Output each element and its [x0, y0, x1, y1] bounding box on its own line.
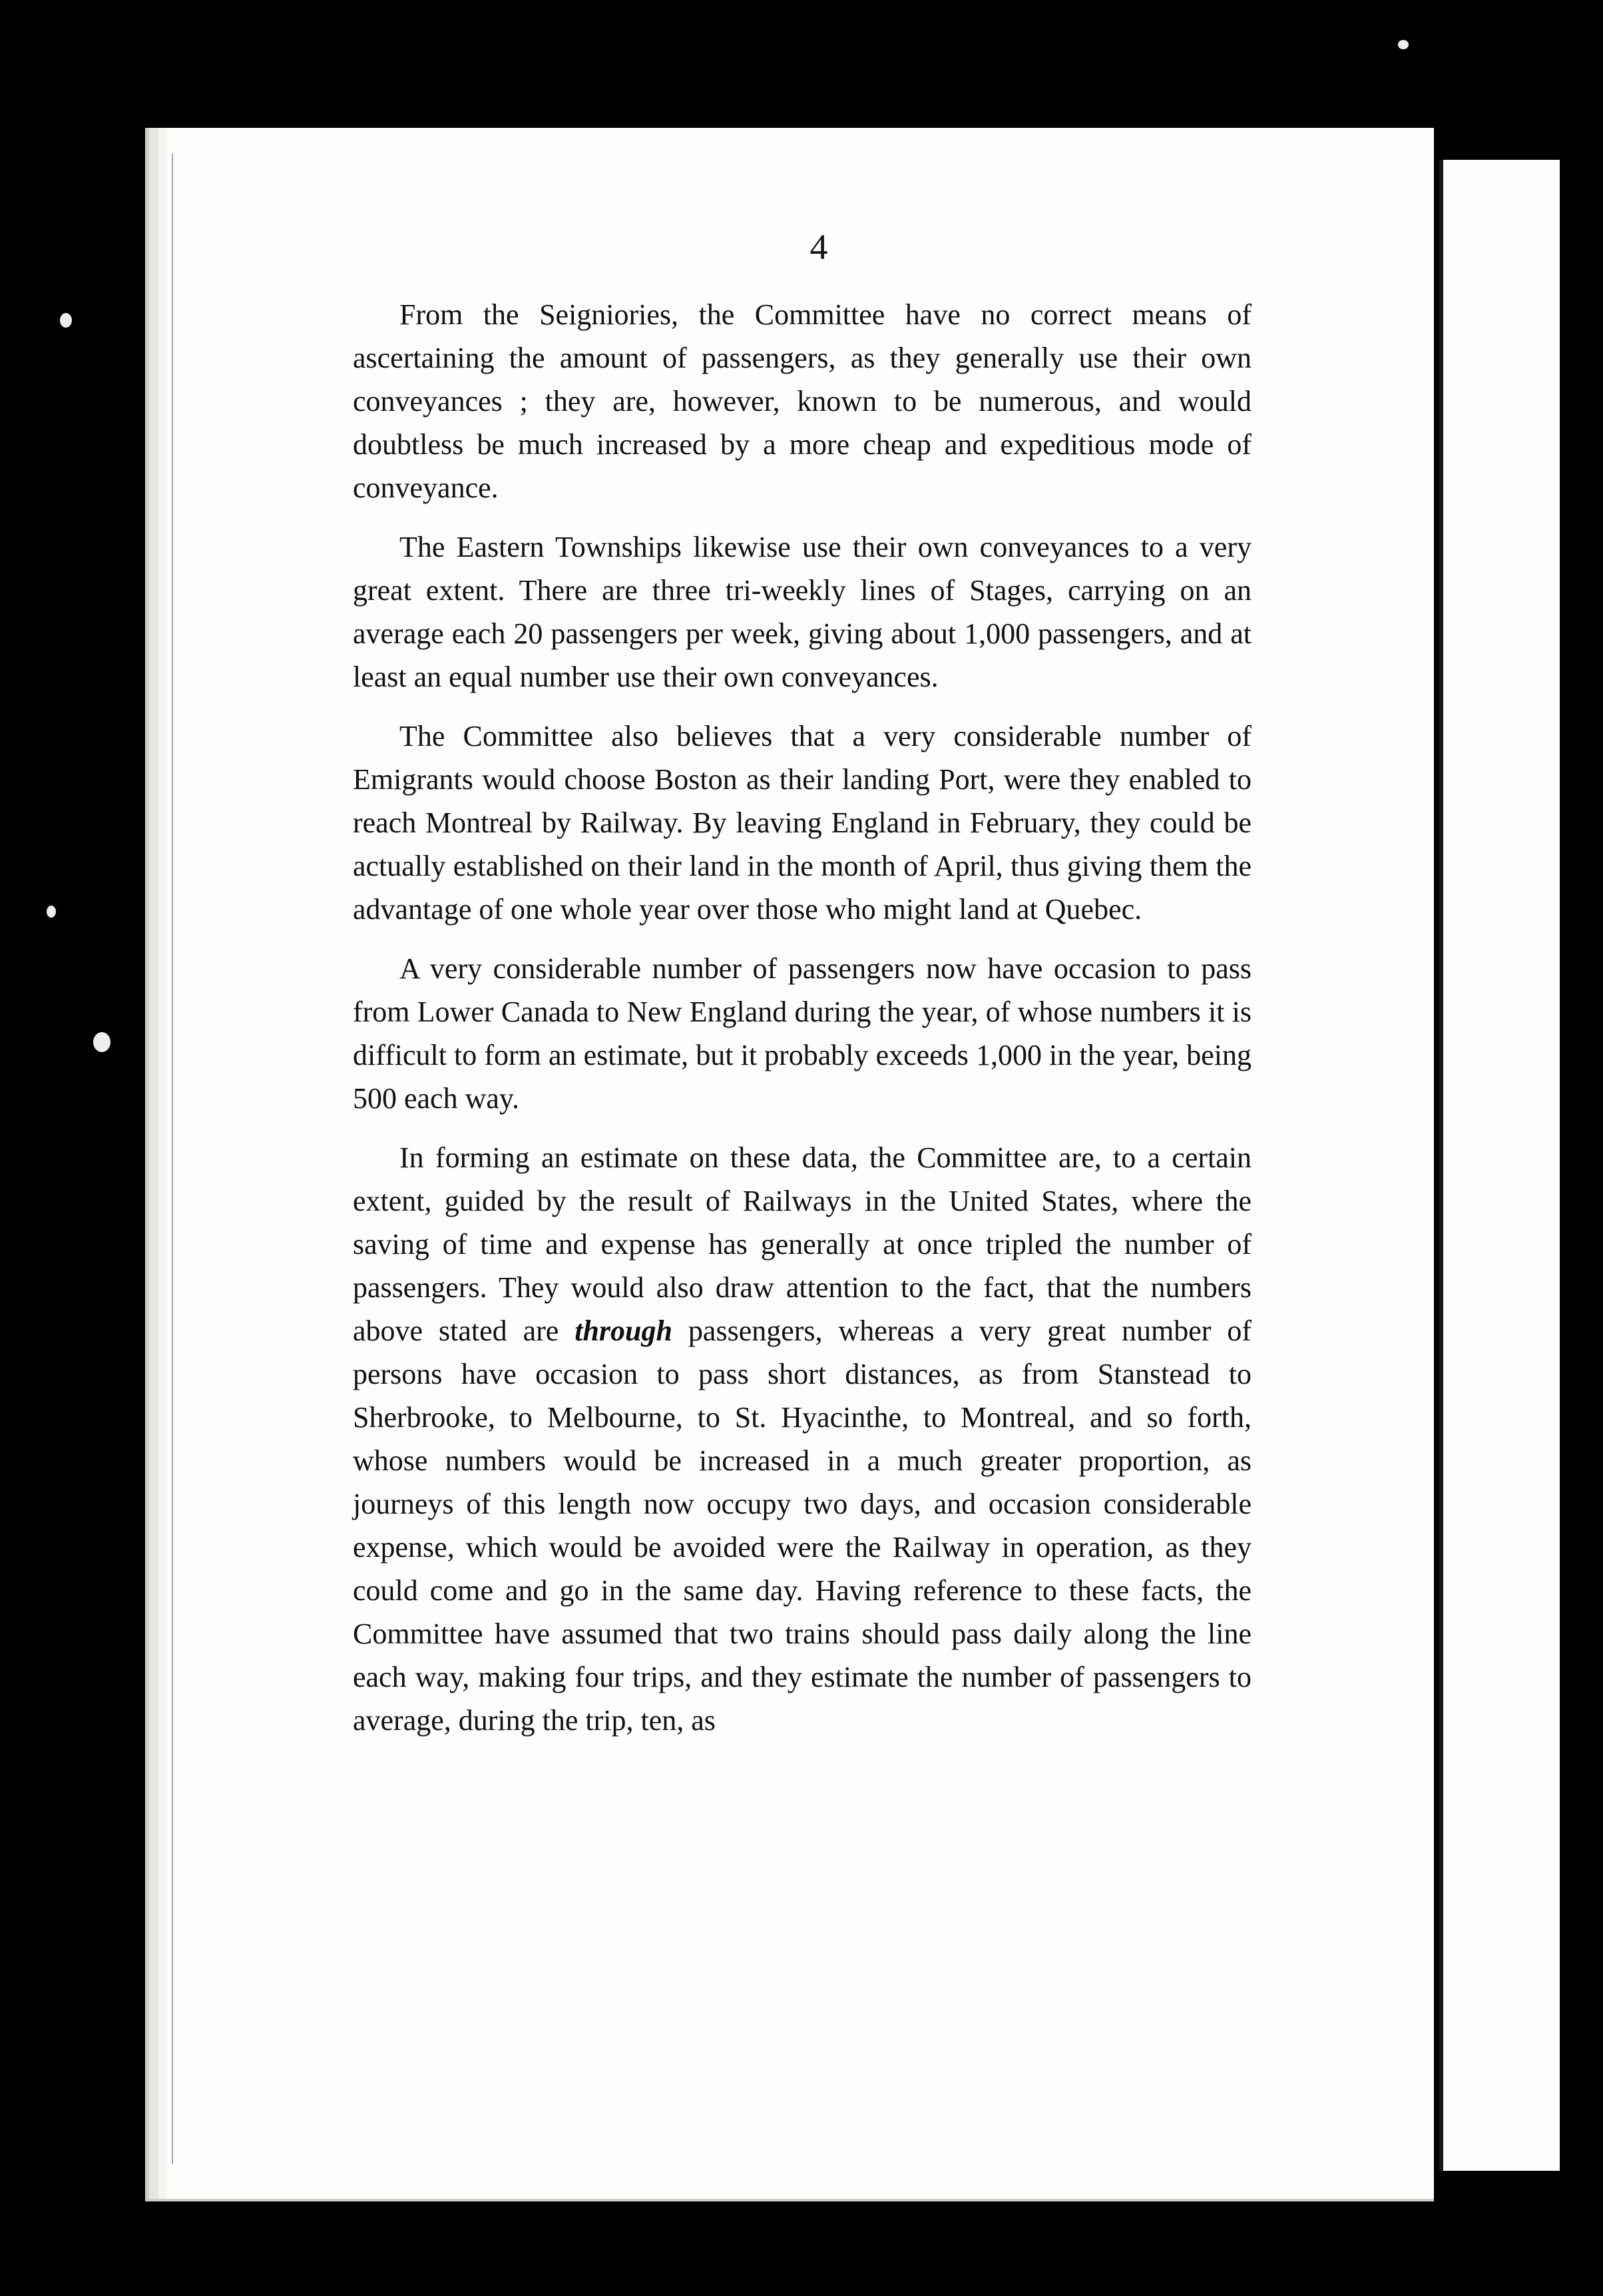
paragraph-eastern-townships: The Eastern Townships likewise use their own conveyances to a very great extent. There are three tri-weekly lines of Stages, carrying on an average each 20 passengers per week, giving about 1,000 passengers, and at least an equal number use their own conveyances.: [353, 531, 1252, 693]
adjacent-page-edge: [1439, 160, 1560, 2171]
paragraph-estimate: [353, 1136, 1252, 1742]
paragraph-seigniories: From the Seigniories, the Committee have no correct means of ascertaining the amount of passengers, as they generally use their own conveyances ; they are, however, known to be numerous, and would doubtless be much increased by a more cheap and expeditious mode of conveyance.: [353, 298, 1252, 504]
body-text: [353, 293, 1252, 1758]
scan-speck: [60, 313, 72, 328]
scan-speck: [1398, 40, 1409, 49]
page-number: 4: [809, 227, 828, 267]
scan-speck: [93, 1032, 111, 1052]
paragraph-estimate-end: passengers, whereas a very great number of persons have occasion to pass short distances, as from Stanstead to Sherbrooke, to Melbourne, to St. Hyacinthe, to Montreal, and so forth, whose numbers would be increased in a much greater proportion, as journeys of this length now occupy two days, and occasion considerable expense, which would be avoided were the Railway in operation, as they could come and go in the same day. Having reference to these facts, the Committee have assumed that two trains should pass daily along the line each way, making four trips, and they estimate the number of passengers to average, during the trip, ten, as: [353, 1314, 1252, 1737]
paragraph-estimate-start: In forming an estimate on these data, the Committee are, to a certain extent, guided by the result of Railways in the United States, where the saving of time and expense has generally at once tripled the number of passengers. They would also draw attention to the fact, that the numbers above stated are: [353, 1141, 1252, 1347]
paragraph-emigrants: The Committee also believes that a very considerable number of Emigrants would choose Boston as their landing Port, were they enabled to reach Montreal by Railway. By leaving England in February, they could be actually established on their land in the month of April, thus giving them the advantage of one whole year over those who might land at Quebec.: [353, 720, 1252, 926]
emphasis-through: through: [574, 1314, 672, 1347]
scan-speck: [47, 906, 56, 918]
page-gutter-line: [172, 153, 173, 2164]
paragraph-lower-canada: A very considerable number of passengers now have occasion to pass from Lower Canada to New England during the year, of whose numbers it is difficult to form an estimate, but it probably exceeds 1,000 in the year, being 500 each way.: [353, 952, 1252, 1115]
